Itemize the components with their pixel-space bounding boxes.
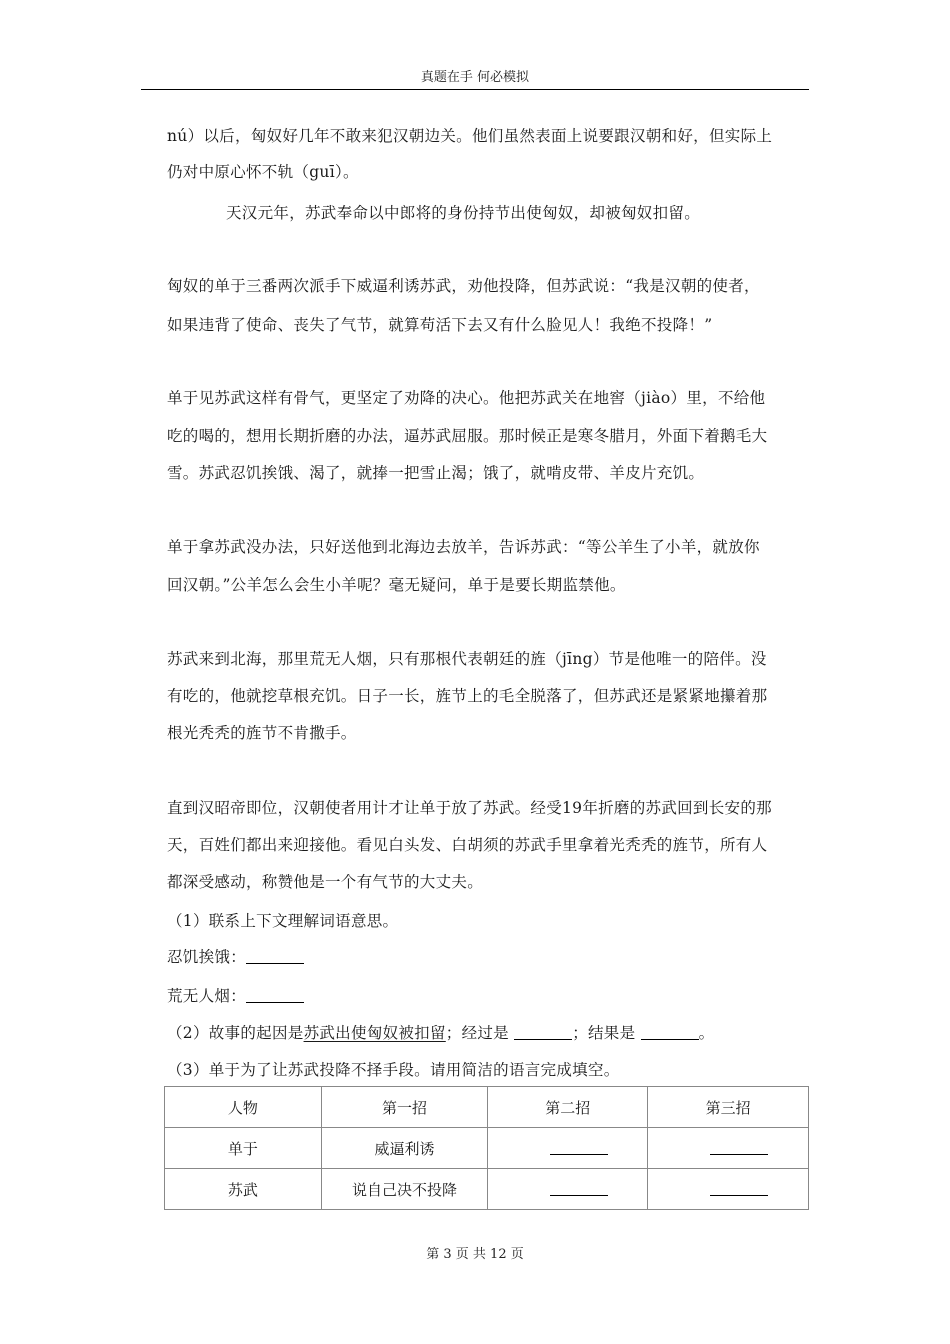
text-line: 单于拿苏武没办法，只好送他到北海边去放羊，告诉苏武：“等公羊生了小羊，就放你	[167, 538, 760, 556]
question-1a	[167, 945, 807, 967]
table-cell-third	[648, 1128, 809, 1169]
question-1: （1）联系上下文理解词语意思。	[167, 912, 399, 930]
question-2-prefix: （2）故事的起因是	[167, 1024, 304, 1042]
page-header: 真题在手 何必模拟	[420, 70, 530, 85]
question-2-end: 。	[698, 1024, 715, 1042]
text-line: 雪。苏武忍饥挨饿、渴了，就捧一把雪止渴；饿了，就啃皮带、羊皮片充饥。	[167, 464, 705, 482]
table-cell-first: 说自己决不投降	[321, 1169, 488, 1210]
answer-blank[interactable]	[550, 1140, 608, 1155]
table-cell-third	[648, 1169, 809, 1210]
text-line: 如果违背了使命、丧失了气节，就算苟活下去又有什么脸见人！我绝不投降！”	[167, 316, 713, 334]
text-line: 有吃的，他就挖草根充饥。日子一长，旌节上的毛全脱落了，但苏武还是紧紧地攥着那	[167, 687, 768, 705]
table-cell-person: 苏武	[165, 1169, 322, 1210]
table-header-cell: 第三招	[648, 1087, 809, 1128]
text-line: 吃的喝的，想用长期折磨的办法，逼苏武屈服。那时候正是寒冬腊月，外面下着鹅毛大	[167, 427, 768, 445]
text-line: 仍对中原心怀不轨（guī）。	[167, 163, 359, 181]
text-line: 回汉朝。”公羊怎么会生小羊呢？毫无疑问，单于是要长期监禁他。	[167, 576, 626, 594]
table-header-cell: 人物	[165, 1087, 322, 1128]
table-row	[165, 1128, 809, 1169]
text-line: 天，百姓们都出来迎接他。看见白头发、白胡须的苏武手里拿着光秃秃的旌节，所有人	[167, 836, 768, 854]
text-line: 匈奴的单于三番两次派手下威逼利诱苏武，劝他投降，但苏武说：“我是汉朝的使者，	[167, 277, 760, 295]
table-row	[165, 1169, 809, 1210]
text-line: 都深受感动，称赞他是一个有气节的大丈夫。	[167, 873, 484, 891]
text-line: 单于见苏武这样有骨气，更坚定了劝降的决心。他把苏武关在地窖（jiào）里，不给他	[167, 389, 766, 407]
text-line: 天汉元年，苏武奉命以中郎将的身份持节出使匈奴，却被匈奴扣留。	[226, 204, 701, 222]
question-2-mid2: ；结果是	[572, 1024, 641, 1042]
question-1b	[167, 984, 807, 1006]
table-cell-first: 威逼利诱	[321, 1128, 488, 1169]
text-line: 直到汉昭帝即位，汉朝使者用计才让单于放了苏武。经受19年折磨的苏武回到长安的那	[167, 799, 772, 817]
answer-blank[interactable]	[246, 949, 304, 964]
answer-blank[interactable]	[710, 1140, 768, 1155]
answer-blank[interactable]	[246, 988, 304, 1003]
table-cell-person: 单于	[165, 1128, 322, 1169]
table-header-cell: 第二招	[488, 1087, 648, 1128]
text-line: 根光秃秃的旌节不肯撒手。	[167, 724, 357, 742]
answer-blank[interactable]	[641, 1025, 699, 1040]
page-footer: 第 3 页 共 12 页	[426, 1247, 524, 1262]
answer-blank[interactable]	[550, 1181, 608, 1196]
answer-table	[164, 1086, 809, 1210]
table-cell-second	[488, 1169, 648, 1210]
table-header-cell: 第一招	[321, 1087, 488, 1128]
answer-blank[interactable]	[710, 1181, 768, 1196]
text-line: 苏武来到北海，那里荒无人烟，只有那根代表朝廷的旌（jīng）节是他唯一的陪伴。没	[167, 650, 767, 668]
answer-blank[interactable]	[514, 1025, 572, 1040]
table-cell-second	[488, 1128, 648, 1169]
text-line: nú）以后，匈奴好几年不敢来犯汉朝边关。他们虽然表面上说要跟汉朝和好，但实际上	[167, 127, 773, 145]
header-divider	[141, 89, 809, 90]
question-2-cause: 苏武出使匈奴被扣留	[303, 1024, 446, 1042]
question-1a-label: 忍饥挨饿：	[167, 948, 247, 966]
question-2-mid: ；经过是	[445, 1024, 515, 1042]
table-header-row	[165, 1087, 809, 1128]
question-2	[167, 1021, 807, 1043]
question-1b-label: 荒无人烟：	[167, 987, 247, 1005]
question-3: （3）单于为了让苏武投降不择手段。请用简洁的语言完成填空。	[167, 1061, 620, 1079]
